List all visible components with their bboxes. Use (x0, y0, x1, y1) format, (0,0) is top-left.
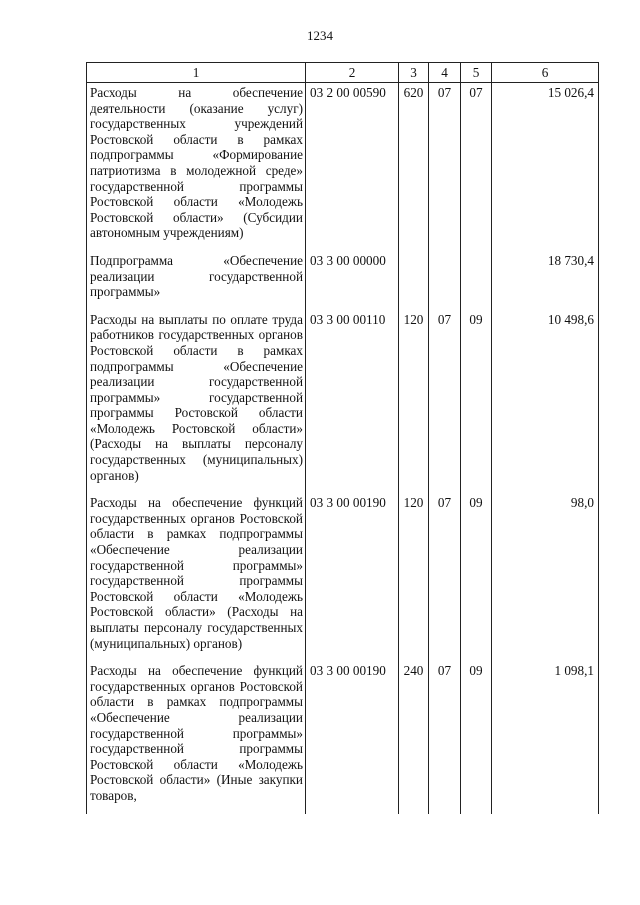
row-section: 07 (429, 83, 461, 251)
row-name: Расходы на выплаты по оплате труда работников государственных органов Ростовской области в рамках подпрограммы «Обеспечение реализации государственной программы» государственной программы Ростовской области «Молодежь Ростовской области» (Расходы на выплаты персоналу государственных (муниципальных) органов) (87, 310, 306, 494)
table-row (87, 83, 599, 251)
row-expense-type: 620 (399, 83, 429, 251)
header-cell-6: 6 (492, 63, 599, 83)
row-subsection: 07 (461, 83, 492, 251)
row-expense-type: 120 (399, 310, 429, 494)
row-amount: 18 730,4 (492, 251, 599, 310)
row-name: Расходы на обеспечение деятельности (оказание услуг) государственных учреждений Ростовской области в рамках подпрограммы «Формирование патриотизма в молодежной среде» государственной программы Ростовской области «Молодежь Ростовской области» (Субсидии автономным учреждениям) (87, 83, 306, 251)
table-row (87, 310, 599, 494)
header-cell-3: 3 (399, 63, 429, 83)
header-cell-2: 2 (306, 63, 399, 83)
page-number: 1234 (307, 28, 333, 43)
row-amount: 1 098,1 (492, 661, 599, 813)
row-section: 07 (429, 661, 461, 813)
budget-table (86, 62, 599, 814)
header-cell-4: 4 (429, 63, 461, 83)
header-cell-1: 1 (87, 63, 306, 83)
row-section: 07 (429, 310, 461, 494)
row-section: 07 (429, 493, 461, 661)
row-subsection: 09 (461, 661, 492, 813)
row-target-code: 03 3 00 00190 (306, 493, 399, 661)
row-subsection (461, 251, 492, 310)
table-row (87, 661, 599, 813)
row-section (429, 251, 461, 310)
row-amount: 15 026,4 (492, 83, 599, 251)
table-row (87, 493, 599, 661)
row-amount: 10 498,6 (492, 310, 599, 494)
header-row (87, 63, 599, 83)
header-cell-5: 5 (461, 63, 492, 83)
row-target-code: 03 2 00 00590 (306, 83, 399, 251)
row-name: Расходы на обеспечение функций государственных органов Ростовской области в рамках подпрограммы «Обеспечение реализации государственной программы» государственной программы Ростовской области «Молодежь Ростовской области» (Иные закупки товаров, (87, 661, 306, 813)
row-expense-type (399, 251, 429, 310)
row-expense-type: 120 (399, 493, 429, 661)
row-amount: 98,0 (492, 493, 599, 661)
row-target-code: 03 3 00 00190 (306, 661, 399, 813)
row-name: Расходы на обеспечение функций государственных органов Ростовской области в рамках подпрограммы «Обеспечение реализации государственной программы» государственной программы Ростовской области «Молодежь Ростовской области» (Расходы на выплаты персоналу государственных (муниципальных) органов) (87, 493, 306, 661)
row-name: Подпрограмма «Обеспечение реализации государственной программы» (87, 251, 306, 310)
row-expense-type: 240 (399, 661, 429, 813)
row-target-code: 03 3 00 00000 (306, 251, 399, 310)
table-row (87, 251, 599, 310)
row-subsection: 09 (461, 310, 492, 494)
row-target-code: 03 3 00 00110 (306, 310, 399, 494)
row-subsection: 09 (461, 493, 492, 661)
